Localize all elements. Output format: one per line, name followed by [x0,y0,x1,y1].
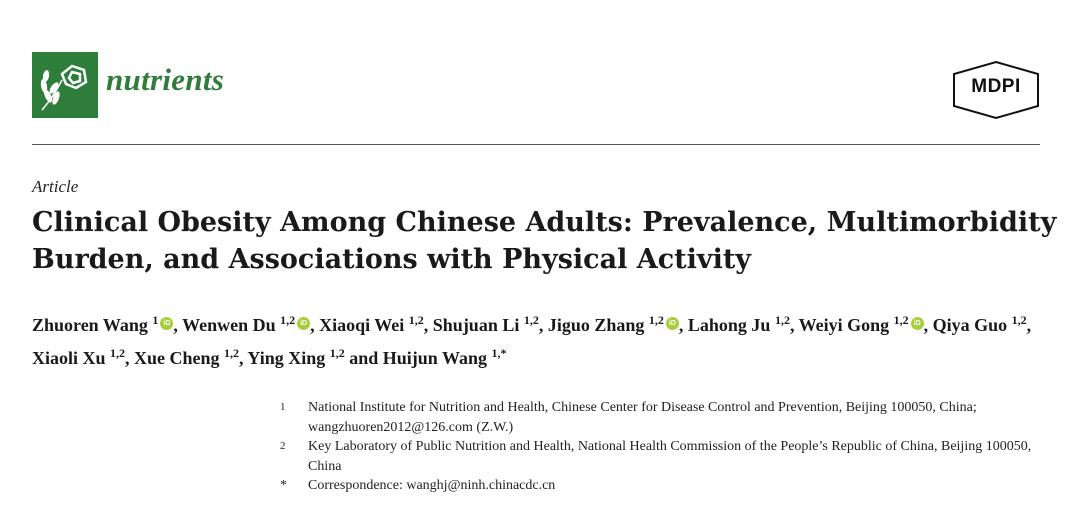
author-separator: , [310,315,320,335]
author-name: Huijun Wang [382,348,492,368]
author[interactable] [933,315,1027,335]
article-type: Article [32,177,79,196]
publisher-logo [950,60,1042,120]
affiliation-superscript: 1,2 [329,346,345,360]
orcid-icon[interactable]: iD [297,317,310,330]
header-divider [32,144,1040,145]
author[interactable] [433,315,539,335]
wheat-leaf-logo-icon [32,52,98,118]
author-name: Xiaoli Xu [32,348,111,368]
orcid-icon[interactable]: iD [160,317,173,330]
affiliation-superscript: 1,2 [110,346,126,360]
author-separator: and [344,348,383,368]
paper-title: Clinical Obesity Among Chinese Adults: Prevalence, Multimorbidity Burden, and Associations with Physical Activity [32,207,1057,275]
author[interactable] [32,315,173,335]
author-name: Weiyi Gong [798,315,894,335]
affiliation-superscript: 1 [152,313,159,327]
author-separator: , [538,315,548,335]
affiliation-item [280,398,1060,437]
affiliation-marker: 2 [280,440,286,452]
affiliation-item [280,476,1060,496]
journal-header [0,0,1080,150]
affiliation-superscript: 1,2 [893,313,909,327]
affiliation-superscript: 1,2 [523,313,539,327]
author-name: Jiguo Zhang [547,315,649,335]
affiliation-superscript: 1,2 [408,313,424,327]
author[interactable] [32,348,125,368]
author-name: Wenwen Du [182,315,281,335]
author[interactable] [319,315,424,335]
affiliation-text: National Institute for Nutrition and Health, Chinese Center for Disease Control and Prevention, Beijing 100050, China; wangzhuoren2012@126.com (Z.W.) [308,400,977,435]
author-name: Zhuoren Wang [32,315,153,335]
author[interactable] [548,315,679,335]
author-separator: , [239,348,248,368]
affiliation-item [280,437,1060,476]
author-separator: , [923,315,933,335]
author-separator: , [173,315,183,335]
author-separator: , [678,315,688,335]
author-separator: , [789,315,799,335]
affiliation-superscript: 1,2 [1011,313,1027,327]
affiliation-superscript: 1,2 [224,346,240,360]
journal-name: nutrients [106,62,225,97]
affiliation-superscript: 1,2 [648,313,664,327]
affiliation-text: Correspondence: wanghj@ninh.chinacdc.cn [308,478,556,493]
author-name: Shujuan Li [432,315,524,335]
affiliation-marker: 1 [280,401,286,413]
author-separator: , [125,348,135,368]
affiliation-text: Key Laboratory of Public Nutrition and Health, National Health Commission of the People’s Republic of China, Beijing 100050, China [308,439,1032,474]
author[interactable] [383,348,507,368]
affiliation-superscript: 1,2 [774,313,790,327]
author[interactable] [247,348,344,368]
affiliation-superscript: 1,* [491,346,507,360]
author[interactable] [799,315,924,335]
author-name: Qiya Guo [932,315,1012,335]
author-name: Ying Xing [247,348,330,368]
author[interactable] [134,348,239,368]
author-list [32,306,1062,372]
author-name: Lahong Ju [687,315,775,335]
author-separator: , [1026,315,1032,335]
orcid-icon[interactable]: iD [911,317,924,330]
author[interactable] [688,315,790,335]
publisher-name: MDPI [971,76,1021,97]
author-separator: , [423,315,433,335]
affiliations [280,398,1060,496]
affiliation-superscript: 1,2 [280,313,296,327]
affiliation-marker: * [280,478,287,493]
author-name: Xue Cheng [134,348,225,368]
orcid-icon[interactable]: iD [666,317,679,330]
author-name: Xiaoqi Wei [319,315,409,335]
author[interactable] [182,315,310,335]
